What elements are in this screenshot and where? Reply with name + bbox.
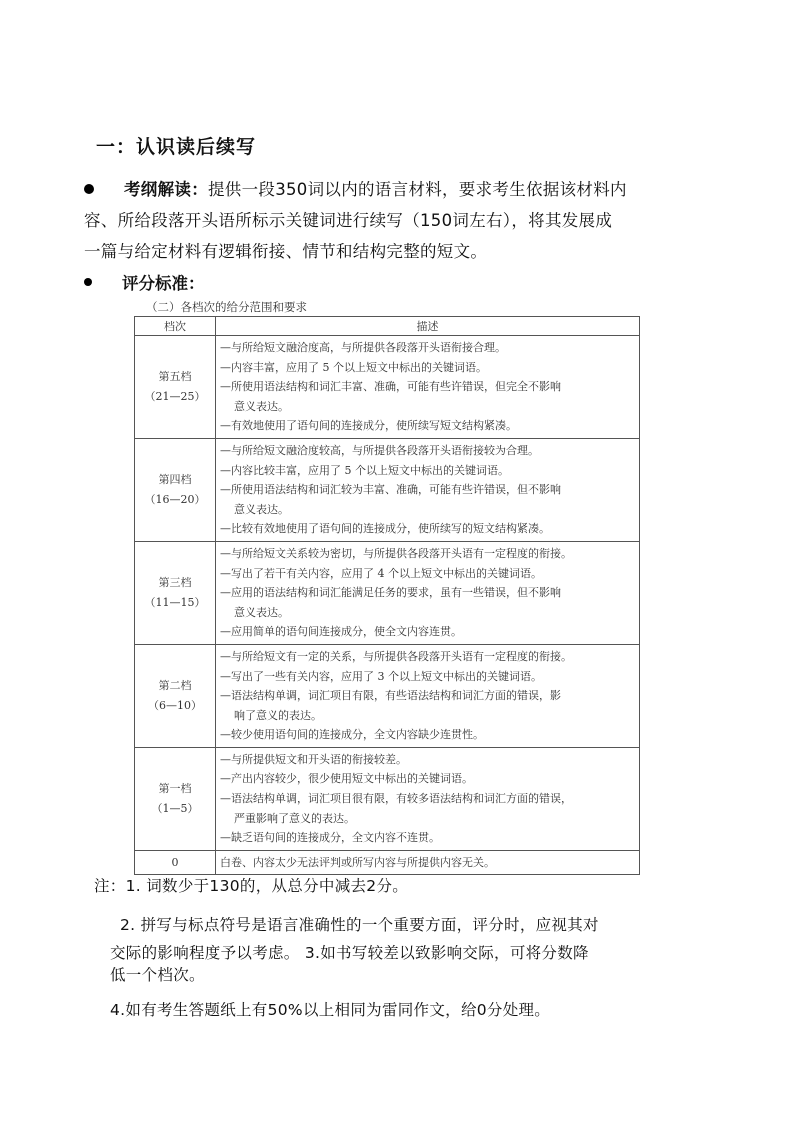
band-range: （16—20） bbox=[144, 492, 206, 506]
description-line: —与所给短文融洽度高，与所提供各段落开头语衔接合理。 bbox=[220, 341, 506, 354]
description-line: —比较有效地使用了语句间的连接成分，使所续写的短文结构紧凑。 bbox=[220, 522, 550, 536]
table-row bbox=[135, 747, 640, 850]
band-name: 第三档 bbox=[158, 575, 192, 589]
rubric-table bbox=[134, 316, 640, 875]
table-row bbox=[135, 644, 640, 747]
band-cell bbox=[135, 747, 216, 850]
description-line: —与所提供短文和开头语的衔接较差。 bbox=[220, 752, 407, 766]
table-header-row bbox=[135, 317, 640, 336]
description-line: 意义表达。 bbox=[234, 605, 289, 619]
description-line: —所使用语法结构和词汇较为丰富、准确，可能有些许错误，但不影响 bbox=[220, 483, 561, 497]
table-caption: （二）各档次的给分范围和要求 bbox=[146, 300, 307, 314]
band-range: （21—25） bbox=[144, 389, 206, 403]
description-line: —内容比较丰富，应用了 5 个以上短文中标出的关键词语。 bbox=[220, 463, 509, 477]
band-cell: 0 bbox=[135, 850, 216, 875]
description-cell bbox=[216, 438, 640, 541]
band-cell bbox=[135, 644, 216, 747]
scoring-label: 评分标准： bbox=[122, 274, 205, 293]
outline-label: 考纲解读： bbox=[124, 180, 208, 199]
outline-paragraph bbox=[84, 174, 704, 205]
bullet-icon bbox=[84, 278, 92, 286]
band-name: 第四档 bbox=[158, 472, 192, 486]
description-cell bbox=[216, 541, 640, 644]
description-line: 白卷、内容太少无法评判或所写内容与所提供内容无关。 bbox=[220, 855, 495, 869]
outline-line-3-wrap bbox=[84, 236, 704, 267]
description-line: —写出了一些有关内容，应用了 3 个以上短文中标出的关键词语。 bbox=[220, 669, 542, 683]
note-2-line-1: 2. 拼写与标点符号是语言准确性的一个重要方面，评分时，应视其对 bbox=[120, 916, 599, 934]
outline-line-3: 一篇与给定材料有逻辑衔接、情节和结构完整的短文。 bbox=[84, 242, 488, 261]
note-1: 注：1. 词数少于130的，从总分中减去2分。 bbox=[94, 877, 409, 895]
band-cell bbox=[135, 438, 216, 541]
section-title: 一：认识读后续写 bbox=[96, 136, 257, 158]
note-2-line-3: 低一个档次。 bbox=[110, 966, 205, 984]
description-cell bbox=[216, 747, 640, 850]
band-range: （6—10） bbox=[148, 698, 202, 712]
scoring-block bbox=[84, 270, 704, 294]
outline-line-2: 容、所给段落开头语所标示关键词进行续写（150词左右），将其发展成 bbox=[84, 211, 613, 230]
band-name: 第二档 bbox=[158, 678, 192, 692]
band-range: （1—5） bbox=[151, 801, 199, 815]
description-line: —应用简单的语句间连接成分，使全文内容连贯。 bbox=[220, 625, 462, 639]
description-line: —所使用语法结构和词汇丰富、准确，可能有些许错误，但完全不影响 bbox=[220, 380, 561, 394]
description-line: —较少使用语句间的连接成分，全文内容缺少连贯性。 bbox=[220, 728, 484, 742]
description-line: —写出了若干有关内容，应用了 4 个以上短文中标出的关键词语。 bbox=[220, 566, 542, 580]
band-name: 第一档 bbox=[158, 781, 192, 795]
header-description: 描述 bbox=[216, 317, 640, 336]
description-cell bbox=[216, 336, 640, 439]
header-band: 档次 bbox=[135, 317, 216, 336]
table-row bbox=[135, 438, 640, 541]
band-cell bbox=[135, 541, 216, 644]
description-line: —缺乏语句间的连接成分，全文内容不连贯。 bbox=[220, 831, 440, 845]
description-line: 意义表达。 bbox=[234, 502, 289, 516]
table-row bbox=[135, 336, 640, 439]
outline-line-2-wrap bbox=[84, 205, 704, 236]
note-4: 4.如有考生答题纸上有50%以上相同为雷同作文，给0分处理。 bbox=[110, 1001, 551, 1019]
description-line: —内容丰富，应用了 5 个以上短文中标出的关键词语。 bbox=[220, 360, 487, 374]
bullet-icon bbox=[84, 184, 94, 194]
band-range: （11—15） bbox=[144, 595, 206, 609]
description-line: —语法结构单调，词汇项目有限，有些语法结构和词汇方面的错误，影 bbox=[220, 689, 561, 703]
band-name: 第五档 bbox=[158, 369, 192, 383]
note-2-line-2: 交际的影响程度予以考虑。 3.如书写较差以致影响交际，可将分数降 bbox=[110, 944, 589, 962]
description-line: 严重影响了意义的表达。 bbox=[234, 811, 355, 825]
table-row bbox=[135, 541, 640, 644]
band-cell bbox=[135, 336, 216, 439]
description-line: —与所给短文有一定的关系，与所提供各段落开头语有一定程度的衔接。 bbox=[220, 649, 572, 663]
outline-block bbox=[84, 174, 704, 267]
outline-line-1: 提供一段350词以内的语言材料，要求考生依据该材料内 bbox=[208, 180, 627, 199]
description-line: —有效地使用了语句间的连接成分，使所续写短文结构紧凑。 bbox=[220, 419, 517, 433]
description-line: 意义表达。 bbox=[234, 399, 289, 413]
description-line: —与所给短文融洽度较高，与所提供各段落开头语衔接较为合理。 bbox=[220, 443, 539, 457]
description-line: —应用的语法结构和词汇能满足任务的要求，虽有一些错误，但不影响 bbox=[220, 586, 561, 600]
description-line: —与所给短文关系较为密切，与所提供各段落开头语有一定程度的衔接。 bbox=[220, 546, 572, 560]
description-line: 响了意义的表达。 bbox=[234, 708, 322, 722]
description-line: —语法结构单调，词汇项目很有限，有较多语法结构和词汇方面的错误， bbox=[220, 792, 572, 806]
description-cell bbox=[216, 644, 640, 747]
description-line: —产出内容较少，很少使用短文中标出的关键词语。 bbox=[220, 772, 473, 786]
